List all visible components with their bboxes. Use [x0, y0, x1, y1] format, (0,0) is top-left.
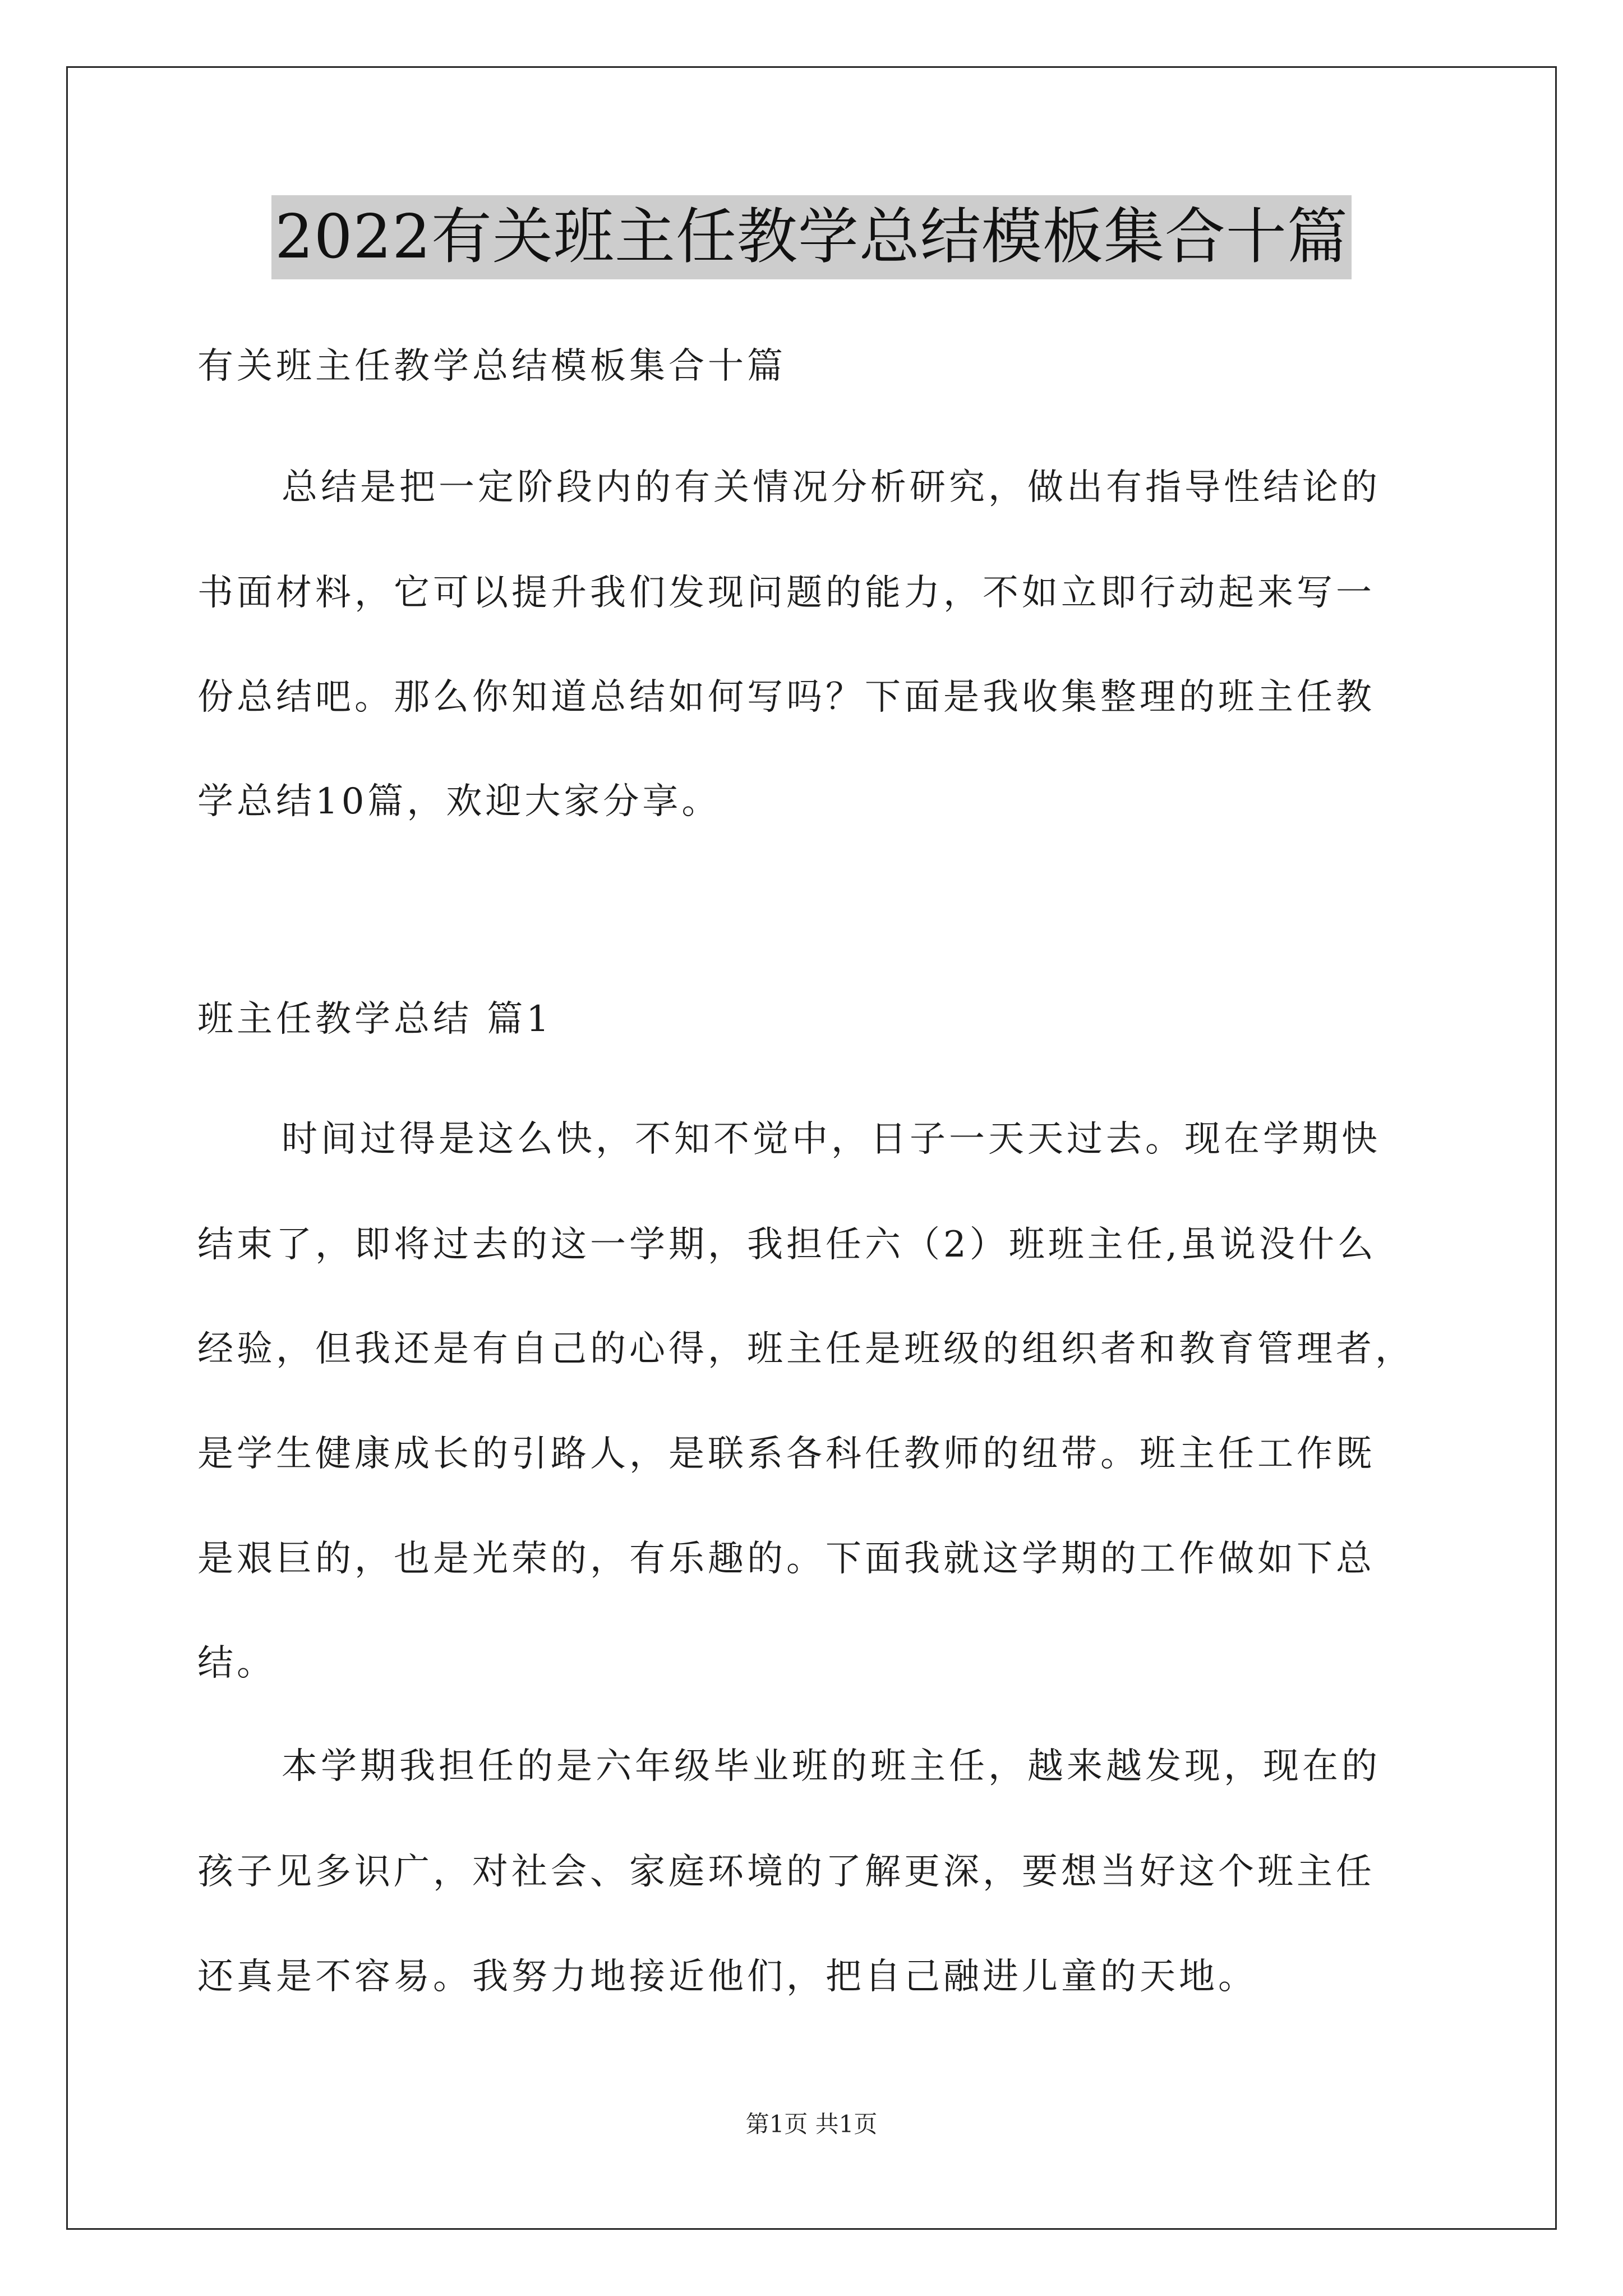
- intro-line-4: 学总结10篇，欢迎大家分享。: [197, 781, 721, 822]
- intro-line-3: 份总结吧。那么你知道总结如何写吗？下面是我收集整理的班主任教: [197, 677, 1375, 718]
- para1-line-2: 结束了，即将过去的这一学期，我担任六（2）班班主任,虽说没什么: [197, 1224, 1377, 1266]
- para1-line-3: 经验，但我还是有自己的心得，班主任是班级的组织者和教育管理者，: [197, 1328, 1414, 1370]
- section-heading: 班主任教学总结 篇1: [197, 999, 553, 1040]
- para2-line-2: 孩子见多识广，对社会、家庭环境的了解更深，要想当好这个班主任: [197, 1851, 1375, 1893]
- para1-line-1: 时间过得是这么快，不知不觉中，日子一天天过去。现在学期快: [282, 1119, 1381, 1160]
- para2-line-3: 还真是不容易。我努力地接近他们，把自己融进儿童的天地。: [197, 1956, 1257, 1998]
- para1-line-5: 是艰巨的，也是光荣的，有乐趣的。下面我就这学期的工作做如下总: [197, 1538, 1375, 1580]
- document-title: 2022有关班主任教学总结模板集合十篇: [271, 195, 1352, 279]
- para2-line-1: 本学期我担任的是六年级毕业班的班主任，越来越发现，现在的: [282, 1746, 1381, 1787]
- title-container: [0, 195, 1623, 279]
- page-footer: 第1页 共1页: [745, 2110, 878, 2138]
- intro-line-1: 总结是把一定阶段内的有关情况分析研究，做出有指导性结论的: [282, 467, 1381, 508]
- para1-line-6: 结。: [197, 1642, 276, 1684]
- intro-line-2: 书面材料，它可以提升我们发现问题的能力，不如立即行动起来写一: [197, 572, 1375, 614]
- para1-line-4: 是学生健康成长的引路人，是联系各科任教师的纽带。班主任工作既: [197, 1433, 1375, 1475]
- subtitle-line: 有关班主任教学总结模板集合十篇: [197, 346, 786, 387]
